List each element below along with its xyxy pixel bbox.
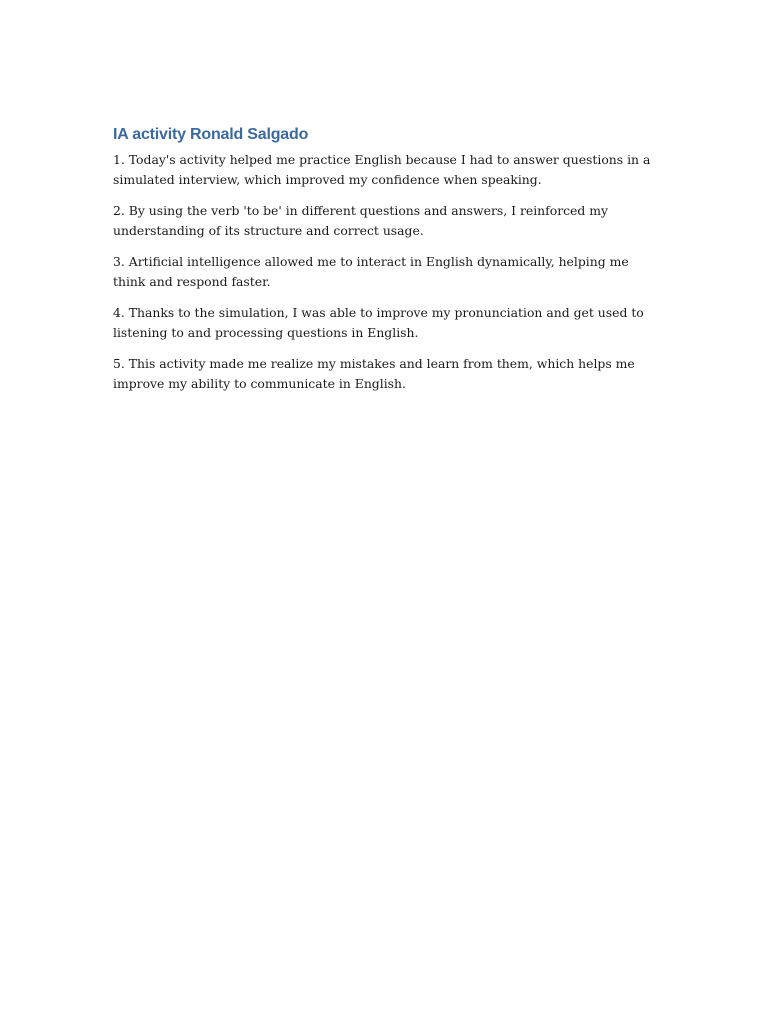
paragraph-3: 3. Artificial intelligence allowed me to interact in English dynamically, helping me think and respond faster. — [113, 254, 629, 289]
document-body — [113, 124, 658, 405]
paragraph-4: 4. Thanks to the simulation, I was able to improve my pronunciation and get used to listening to and processing questions in English. — [113, 305, 644, 340]
paragraph-2: 2. By using the verb 'to be' in different questions and answers, I reinforced my understanding of its structure and correct usage. — [113, 203, 609, 238]
paragraph-5: 5. This activity made me realize my mistakes and learn from them, which helps me improve my ability to communicate in English. — [113, 356, 635, 391]
paragraph-1: 1. Today's activity helped me practice English because I had to answer questions in a simulated interview, which improved my confidence when speaking. — [113, 152, 651, 187]
document-title: IA activity Ronald Salgado — [113, 126, 309, 143]
